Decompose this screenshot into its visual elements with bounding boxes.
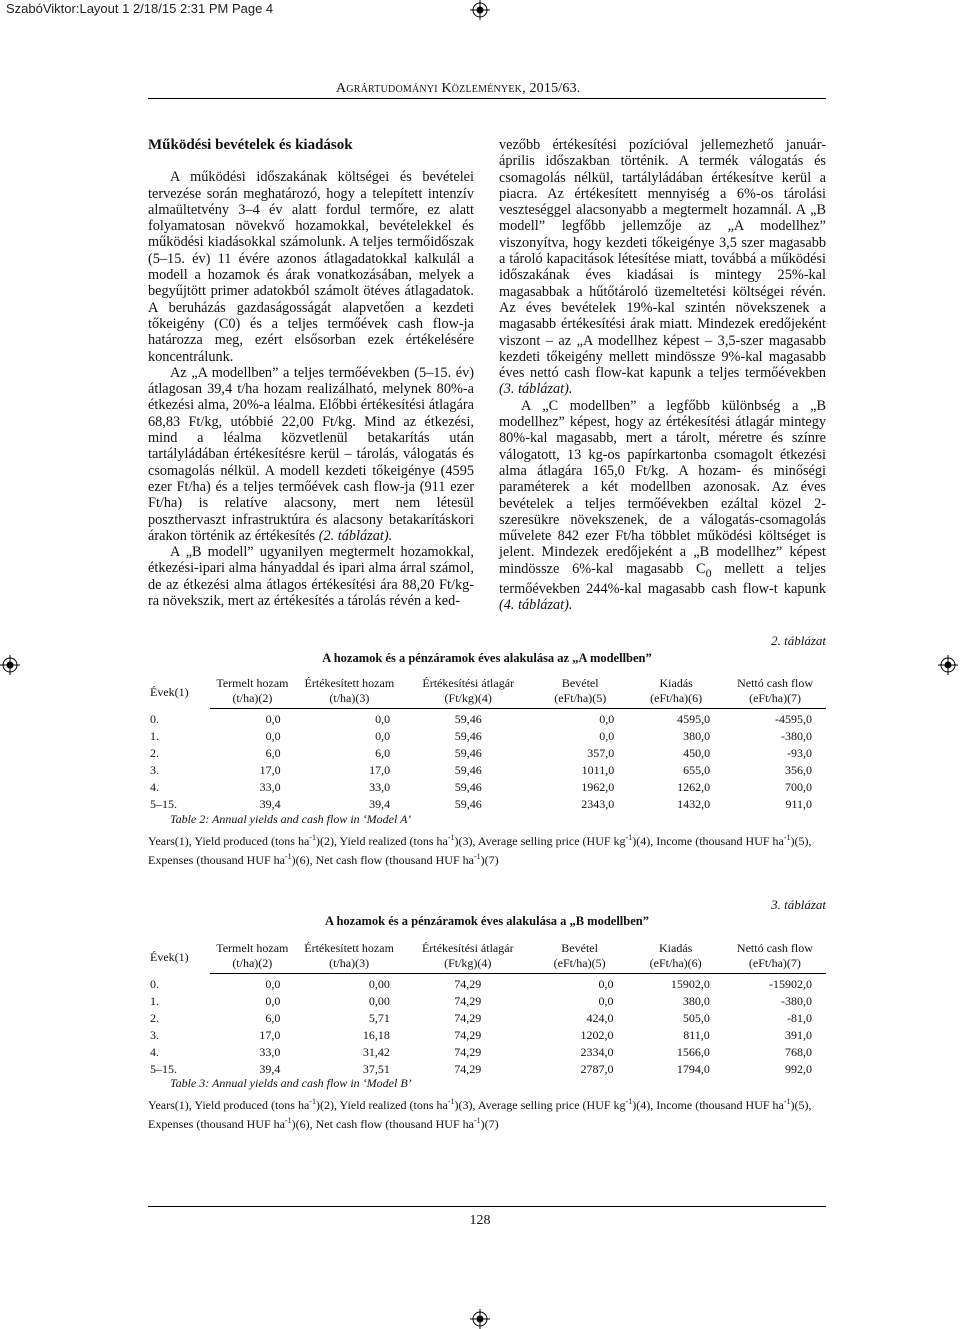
table-cell: 700,0 — [785, 780, 812, 794]
table-cell: 4. — [150, 1045, 159, 1059]
table-cell: 0,0 — [265, 712, 281, 726]
table-body — [148, 709, 826, 814]
table-row — [148, 1010, 826, 1027]
table-title: A hozamok és a pénzáramok éves alakulása a „B modellben” — [325, 914, 649, 928]
column-header: Évek(1) — [150, 949, 189, 964]
table-cell: 74,29 — [454, 1011, 482, 1025]
table-cell: 911,0 — [785, 797, 812, 811]
table-cell: 1962,0 — [581, 780, 615, 794]
table-caption-english: Table 3: Annual yields and cash flow in ‘Model B’ — [170, 1076, 412, 1090]
registration-mark-icon — [470, 0, 490, 20]
table-cell: 0. — [150, 976, 159, 991]
column-header: Értékesített hozam — [304, 676, 395, 690]
table-cell: 74,29 — [454, 1062, 482, 1076]
table-cell: 0,0 — [265, 977, 281, 991]
table-cell: 505,0 — [682, 1011, 710, 1025]
table-caption-english: Table 2: Annual yields and cash flow in ‘Model A’ — [170, 812, 411, 826]
column-header: Értékesítési átlagár — [422, 676, 515, 690]
table-cell: 17,0 — [259, 763, 281, 777]
registration-mark-icon — [0, 655, 20, 675]
table-cell: 0,00 — [368, 994, 390, 1008]
table-cell: 1. — [150, 729, 159, 743]
table-header-row — [148, 956, 826, 974]
table-cell: 1794,0 — [676, 1062, 710, 1076]
column-header: Kiadás — [659, 941, 693, 955]
table-cell: 59,46 — [454, 797, 482, 811]
data-table — [148, 941, 826, 1078]
table-cell: 74,29 — [454, 1028, 482, 1042]
table-cell: 5,71 — [368, 1011, 390, 1025]
table-row — [148, 993, 826, 1010]
column-unit: (Ft/kg)(4) — [404, 691, 532, 709]
table-header-row — [148, 691, 826, 709]
table-cell: 59,46 — [454, 729, 482, 743]
table-cell: 0,00 — [368, 977, 390, 991]
table-cell: 17,0 — [369, 763, 391, 777]
table-cell: 59,46 — [454, 712, 482, 726]
table-cell: 37,51 — [362, 1062, 390, 1076]
registration-mark-icon — [938, 655, 958, 675]
table-cell: -81,0 — [787, 1011, 812, 1025]
table-header-row — [148, 676, 826, 691]
paragraph-text: vezőbb értékesítési pozícióval jellemezhető január-április időszakban történik. A termék válogatás és csomagolás nélkül, tartályládában értékesítve kerül a piacra. Az értékesített mennyiség a 6%-os tárolási veszteséggel alacsonyabb a megtermelt hozamnál. A „B modell” legfőbb jellemzője az „A modellhez” viszonyítva, hogy kezdeti tőkeigénye 3,5 szer magasabb a tároló kapacitások létesítése miatt, továbbá a működési időszakának éves kiadásai is mintegy 25%-kal magasabbak a hűtőtároló üzemeltetési költségei révén. Az éves bevételek 19%-kal szintén növekszenek a magasabb értékesítési árak miatt. Mindezek eredőjeként viszont – az „A modellhez képest – 3,5-szer magasabb kezdeti tőkeigény mellett mindössze 9%-kal magasabb éves nettó cash flow-kat kapunk a teljes termőévekben — [499, 137, 826, 382]
table-cell: 2334,0 — [580, 1045, 614, 1059]
table-cell: 17,0 — [259, 1028, 281, 1042]
table-cell: 15902,0 — [670, 977, 710, 991]
table-cell: 1. — [150, 994, 159, 1008]
column-header: Értékesítési átlagár — [421, 941, 514, 955]
running-head: Agrártudományi Közlemények, 2015/63. — [336, 81, 581, 96]
table-cell: 16,18 — [362, 1028, 390, 1042]
table-label: 3. táblázat — [771, 897, 826, 912]
table-body — [148, 974, 826, 1079]
table-cell: 380,0 — [682, 994, 710, 1008]
table-cell: 74,29 — [454, 1045, 482, 1059]
subscript: 0 — [705, 565, 712, 580]
table-cell: 33,0 — [259, 780, 281, 794]
table-cell: 356,0 — [785, 763, 812, 777]
table-cell: 1011,0 — [581, 763, 615, 777]
paragraph-text: A „C modellben” a legfőbb különbség a „B modellhez” képest, hogy az értékesítési átlagár mintegy 80%-kal magasabb, mert a tárolt, méretre és színre válogatott, 13 kg-os papírkartonba csomagolt étkezési alma átlagára 165,0 Ft/kg. A hozam- és minőségi paraméterek a két modellben azonosak. Az éves bevételek a teljes termőévekben ezáltal közel 2-szeresükre növekszenek, de a válogatás-csomagolás művelete 842 ezer Ft/ha többlet működési költséget is jelent. Mindezek eredőjeként a „B modellhez” képest mindössze 6%-kal magasabb C — [499, 397, 826, 577]
table-row — [148, 1044, 826, 1061]
table-cell: -4595,0 — [775, 712, 812, 726]
table-caption-description: Years(1), Yield produced (tons $ha^{-1})(2)$, Yield realized (tons $ha^{-1})(3)$, Average selling price (HUF $kg^{-1})(4)$, Income (thousand HUF $ha^{-1})(5)$, Expenses (thousand HUF $ha^{-1})(6)$, Net cash flow (thousand HUF $ha^{-1})(7)$ — [148, 1097, 812, 1131]
table-cell: 391,0 — [785, 1028, 812, 1042]
table-label: 2. táblázat — [771, 633, 826, 648]
table-cell: 380,0 — [683, 729, 711, 743]
table-cell: 39,4 — [259, 1062, 281, 1076]
table-caption-description: Years(1), Yield produced (tons $ha^{-1})(2)$, Yield realized (tons $ha^{-1})(3)$, Average selling price (HUF $kg^{-1})(4)$, Income (thousand HUF $ha^{-1})(5)$, Expenses (thousand HUF $ha^{-1})(6)$, Net cash flow (thousand HUF $ha^{-1})(7)$ — [148, 833, 812, 867]
table-cell: 1566,0 — [676, 1045, 710, 1059]
column-unit: (t/ha)(2) — [210, 956, 294, 974]
column-unit: (eFt/ha)(5) — [532, 691, 628, 709]
table-cell: 5–15. — [150, 797, 177, 811]
column-header: Bevétel — [561, 941, 598, 955]
table-cell: 33,0 — [259, 1045, 281, 1059]
column-unit: (t/ha)(2) — [210, 691, 294, 709]
paragraph — [148, 365, 474, 544]
table-row — [148, 974, 826, 994]
table-reference: (4. táblázat). — [499, 597, 573, 614]
table-cell: 33,0 — [369, 780, 391, 794]
table-cell: 0,0 — [598, 977, 614, 991]
table-cell: 2343,0 — [581, 797, 615, 811]
table-cell: 31,42 — [362, 1045, 390, 1059]
table-cell: 0,0 — [599, 712, 615, 726]
left-text-column — [148, 137, 474, 609]
table-cell: 811,0 — [683, 1028, 710, 1042]
table-cell: 2. — [150, 1011, 159, 1025]
paragraph — [499, 398, 826, 614]
column-unit: (eFt/ha)(6) — [628, 956, 724, 974]
table-cell: 768,0 — [785, 1045, 812, 1059]
table-cell: 0. — [150, 711, 159, 726]
column-unit: (t/ha)(3) — [295, 691, 405, 709]
table-cell: 1262,0 — [677, 780, 711, 794]
table-header-row — [148, 941, 826, 956]
table-reference: (2. táblázat). — [318, 527, 393, 544]
table-cell: 6,0 — [265, 746, 281, 760]
table-cell: 0,0 — [375, 729, 391, 743]
table-cell: 0,0 — [375, 712, 391, 726]
table-row — [148, 728, 826, 745]
footer-rule — [148, 1206, 826, 1207]
table-reference: (3. táblázat). — [499, 381, 573, 398]
table-cell: 74,29 — [454, 977, 482, 991]
table-cell: 0,0 — [599, 729, 615, 743]
table-row — [148, 709, 826, 729]
table-cell: 0,0 — [265, 729, 281, 743]
column-unit: (eFt/ha)(5) — [532, 956, 628, 974]
column-unit: (eFt/ha)(7) — [724, 956, 826, 974]
column-unit: (eFt/ha)(7) — [724, 691, 826, 709]
table-cell: 6,0 — [375, 746, 391, 760]
data-table — [148, 676, 826, 813]
table-cell: 74,29 — [454, 994, 482, 1008]
column-header: Termelt hozam — [216, 941, 289, 955]
table-cell: 39,4 — [369, 797, 391, 811]
table-cell: 59,46 — [454, 763, 482, 777]
table-row — [148, 796, 826, 813]
table-cell: 1202,0 — [580, 1028, 614, 1042]
table-cell: 0,0 — [598, 994, 614, 1008]
paragraph: A működési időszakának költségei és bevételei tervezése során meghatározó, hogy a telepített intenzív almaültetvény 3–4 év alatt fordul termőre, ez alatt folyamatosan növekvő hozamokkal, bevételekkel és működési kiadásokkal számolunk. A teljes termőidőszak (5–15. év) 11 évére azonos átlagadatokkal kalkulál a modell a hozamok és árak vonatkozásában, melyek a begyűjtött primer adatokból számolt ötéves átlagadatok. A beruházás gazdaságosságát alapvetően a kezdeti tőkeigény (C0) és a teljes termőévek cash flow-ja határozza meg, ezért elsősorban ezek értékelésére koncentrálunk. — [148, 169, 474, 365]
column-header: Nettó cash flow — [736, 941, 813, 955]
table-cell: 2787,0 — [580, 1062, 614, 1076]
page-number: 128 — [469, 1213, 491, 1228]
table-row — [148, 745, 826, 762]
table-row — [148, 762, 826, 779]
column-unit: (eFt/ha)(6) — [628, 691, 724, 709]
right-text-column — [499, 137, 826, 613]
paragraph-text: mellett a teljes termőévekben 244%-kal magasabb cash flow-t kapunk — [499, 560, 826, 597]
table-cell: -380,0 — [781, 729, 812, 743]
column-unit: (t/ha)(3) — [294, 956, 403, 974]
table-cell: 424,0 — [586, 1011, 614, 1025]
table-cell: 39,4 — [259, 797, 281, 811]
paragraph — [499, 137, 826, 398]
column-header: Kiadás — [659, 676, 693, 690]
table-cell: 992,0 — [785, 1062, 812, 1076]
table-row — [148, 779, 826, 796]
column-unit: (Ft/kg)(4) — [404, 956, 532, 974]
paragraph-text: Az „A modellben” a teljes termőévekben (5–15. év) átlagosan 39,4 t/ha hozam realizálható, melynek 80%-a étkezési alma, 20%-a léalma. Előbbi értékesítési átlagára 68,83 Ft/kg, utóbbié 22,00 Ft/kg. Mind az étkezési, mind a léalma közvetlenül betakarítás után tartályládában értékesítésre kerül – tárolás, válogatás és csomagolás nélkül. A modell kezdeti tőkeigénye (4595 ezer Ft/ha) és a teljes termőévek cash flow-ja (911 ezer Ft/ha) is relatíve alacsony, mert nem létesül poszthervaszt infrastruktúra és alacsony betakarításkori árakon történik az értékesítés — [148, 364, 474, 544]
column-header: Termelt hozam — [216, 676, 289, 690]
table-cell: -380,0 — [781, 994, 812, 1008]
table-cell: 0,0 — [265, 994, 281, 1008]
registration-mark-icon — [470, 1309, 490, 1329]
table-cell: -15902,0 — [769, 977, 812, 991]
table-title: A hozamok és a pénzáramok éves alakulása az „A modellben” — [322, 651, 652, 665]
column-header: Értékesített hozam — [304, 941, 394, 955]
print-slug: SzabóViktor:Layout 1 2/18/15 2:31 PM Page 4 — [6, 1, 274, 16]
table-cell: 59,46 — [454, 746, 482, 760]
table-cell: 3. — [150, 763, 159, 777]
table-row — [148, 1027, 826, 1044]
column-header: Évek(1) — [150, 684, 189, 699]
section-heading: Működési bevételek és kiadások — [148, 137, 353, 153]
header-rule — [148, 98, 826, 99]
table-cell: 6,0 — [265, 1011, 281, 1025]
column-header: Bevétel — [561, 676, 599, 690]
table-cell: 2. — [150, 746, 159, 760]
column-header: Nettó cash flow — [737, 676, 814, 690]
table-cell: 4. — [150, 780, 159, 794]
table-cell: 1432,0 — [677, 797, 711, 811]
paragraph: A „B modell” ugyanilyen megtermelt hozamokkal, étkezési-ipari alma hányaddal és ipari alma árral számol, de az étkezési alma átlagos értékesítési ára 88,20 Ft/kg-ra növekszik, mert az értékesítés a tárolás révén a ked- — [148, 544, 474, 610]
table-cell: 4595,0 — [677, 712, 711, 726]
table-cell: 59,46 — [454, 780, 482, 794]
table-cell: 655,0 — [683, 763, 711, 777]
table-cell: 357,0 — [587, 746, 615, 760]
table-cell: 3. — [150, 1028, 159, 1042]
table-cell: -93,0 — [787, 746, 812, 760]
table-cell: 450,0 — [683, 746, 711, 760]
table-cell: 5–15. — [150, 1062, 177, 1076]
